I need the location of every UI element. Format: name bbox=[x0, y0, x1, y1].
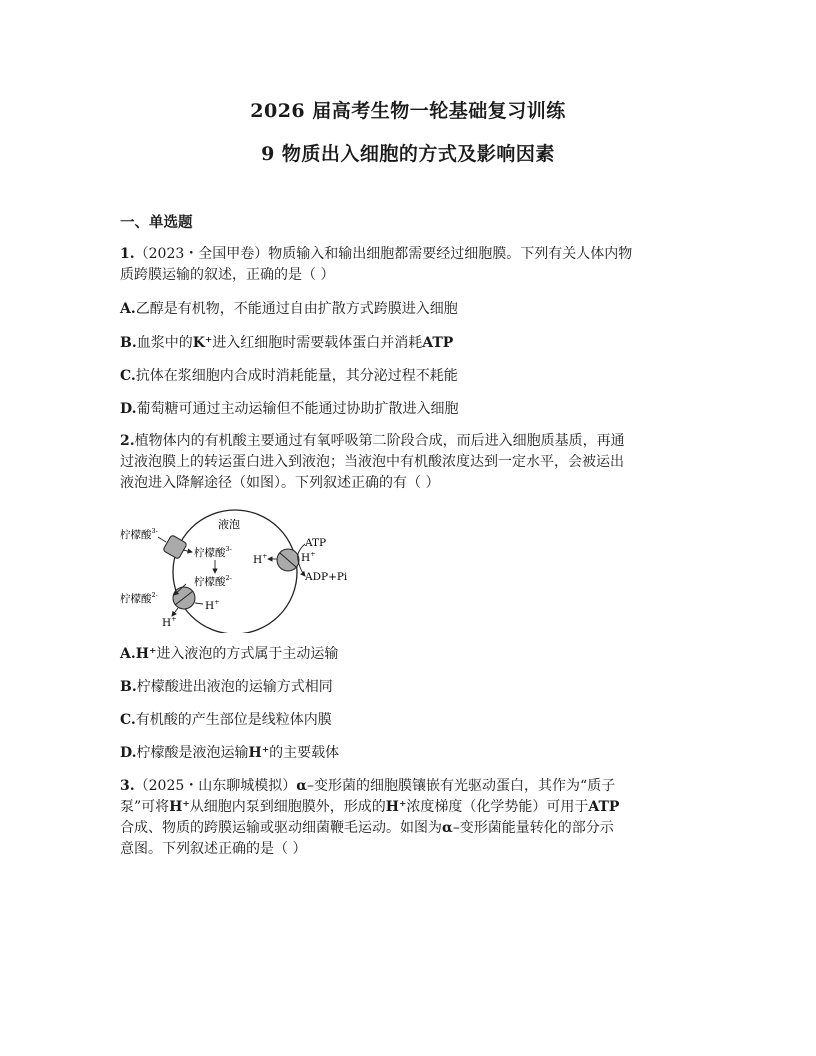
h-ion-label: H+ bbox=[162, 615, 177, 629]
option-text: 柠檬酸是液泡运输 bbox=[136, 745, 249, 761]
option-text: 柠檬酸进出液泡的运输方式相同 bbox=[136, 679, 333, 695]
adp-label: ADP+Pi bbox=[305, 571, 348, 583]
option-letter: D. bbox=[120, 401, 137, 417]
option-text: 乙醇是有机物，不能通过自由扩散方式跨膜进入细胞 bbox=[135, 301, 458, 317]
option-text: 进入液泡的方式属于主动运输 bbox=[156, 646, 339, 662]
option-text: 抗体在浆细胞内合成时消耗能量，其分泌过程不耗能 bbox=[135, 368, 458, 384]
question-3-source: （2025・山东聊城模拟） bbox=[134, 778, 297, 794]
q2-option-d[interactable] bbox=[120, 743, 700, 764]
question-2-number: 2. bbox=[120, 433, 135, 449]
vacuole-diagram bbox=[120, 508, 360, 633]
ion-label: H⁺ bbox=[385, 799, 407, 815]
question-1-line-1 bbox=[120, 244, 700, 265]
question-2 bbox=[120, 431, 700, 494]
q1-option-b[interactable] bbox=[120, 333, 700, 354]
question-2-line-1 bbox=[120, 431, 700, 452]
q2-option-c[interactable] bbox=[120, 710, 700, 731]
document-subtitle: 9 物质出入细胞的方式及影响因素 bbox=[261, 143, 555, 165]
question-3-line-3 bbox=[120, 818, 700, 839]
arrow-line bbox=[158, 537, 166, 542]
question-1 bbox=[120, 244, 700, 286]
alpha-symbol: α bbox=[296, 778, 308, 794]
question-3-line-1 bbox=[120, 776, 700, 797]
question-3-text: 浓度梯度（化学势能）可用于 bbox=[406, 799, 589, 815]
ion-label: K⁺ bbox=[192, 335, 213, 351]
ion-label: H⁺ bbox=[169, 799, 190, 815]
question-3-text: 从细胞内泵到细胞膜外，形成的 bbox=[189, 799, 386, 815]
q1-option-c[interactable] bbox=[120, 366, 700, 387]
question-2-line-2: 过液泡膜上的转运蛋白进入到液泡；当液泡中有机酸浓度达到一定水平，会被运出 bbox=[120, 454, 624, 470]
question-3-text: 合成、物质的跨膜运输或驱动细菌鞭毛运动。如图为 bbox=[120, 820, 442, 836]
question-3 bbox=[120, 776, 700, 860]
question-3-text: –变形菌的细胞膜镶嵌有光驱动蛋白，其作为“质子 bbox=[307, 778, 616, 794]
option-letter: B. bbox=[120, 679, 137, 695]
option-text: 的主要载体 bbox=[269, 745, 340, 761]
h-ion-label: H+ bbox=[253, 552, 268, 566]
citrate-outside-label-2: 柠檬酸$^{2-}$ bbox=[120, 591, 158, 605]
question-1-number: 1. bbox=[120, 246, 135, 262]
option-text: 进入红细胞时需要载体蛋白并消耗 bbox=[212, 335, 423, 351]
question-3-text: 泵”可将 bbox=[120, 799, 170, 815]
question-1-line-2: 质跨膜运输的叙述，正确的是（ ） bbox=[120, 267, 335, 283]
atp-label: ATP bbox=[305, 537, 327, 549]
question-2-line-3: 液泡进入降解途径（如图）。下列叙述正确的有（ ） bbox=[120, 475, 440, 491]
option-letter: C. bbox=[120, 712, 136, 728]
q1-option-d[interactable] bbox=[120, 399, 700, 420]
question-1-source: （2023・全国甲卷） bbox=[134, 246, 269, 262]
ion-label: H⁺ bbox=[135, 646, 157, 662]
ion-label: H⁺ bbox=[248, 745, 270, 761]
section-heading: 一、单选题 bbox=[120, 214, 193, 231]
citrate-inside-label-2: 柠檬酸$^{2-}$ bbox=[194, 574, 232, 588]
option-text: 有机酸的产生部位是线粒体内膜 bbox=[135, 712, 332, 728]
option-letter: C. bbox=[120, 368, 136, 384]
option-letter: A. bbox=[120, 646, 136, 662]
question-3-line-4: 意图。下列叙述正确的是（ ） bbox=[120, 841, 307, 857]
arrow-line bbox=[183, 550, 192, 552]
question-1-text-1: 物质输入和输出细胞都需要经过细胞膜。下列有关人体内物 bbox=[268, 246, 633, 262]
question-3-number: 3. bbox=[120, 778, 135, 794]
citrate-outside-label: 柠檬酸$^{3-}$ bbox=[120, 527, 158, 541]
q1-option-a[interactable] bbox=[120, 299, 700, 320]
atp-label: ATP bbox=[588, 799, 620, 815]
option-letter: D. bbox=[120, 745, 137, 761]
q2-option-a[interactable] bbox=[120, 644, 700, 665]
question-2-text-1: 植物体内的有机酸主要通过有氧呼吸第二阶段合成，而后进入细胞质基质，再通 bbox=[134, 433, 625, 449]
option-letter: B. bbox=[120, 335, 137, 351]
h-ion-label: H+ bbox=[205, 598, 220, 612]
question-3-line-2 bbox=[120, 797, 700, 818]
question-3-text: –变形菌能量转化的部分示 bbox=[452, 820, 614, 836]
h-ion-label: H+ bbox=[301, 550, 316, 564]
option-letter: A. bbox=[120, 301, 136, 317]
arrow-line bbox=[195, 603, 203, 604]
document-title: 2026 届高考生物一轮基础复习训练 bbox=[250, 100, 566, 122]
citrate-inside-label-1: 柠檬酸$^{3-}$ bbox=[194, 545, 232, 559]
alpha-symbol: α bbox=[442, 820, 453, 836]
option-text: 血浆中的 bbox=[136, 335, 193, 351]
q2-option-b[interactable] bbox=[120, 677, 700, 698]
option-text: 葡萄糖可通过主动运输但不能通过协助扩散进入细胞 bbox=[136, 401, 459, 417]
atp-label: ATP bbox=[422, 335, 454, 351]
vacuole-label: 液泡 bbox=[218, 518, 240, 531]
